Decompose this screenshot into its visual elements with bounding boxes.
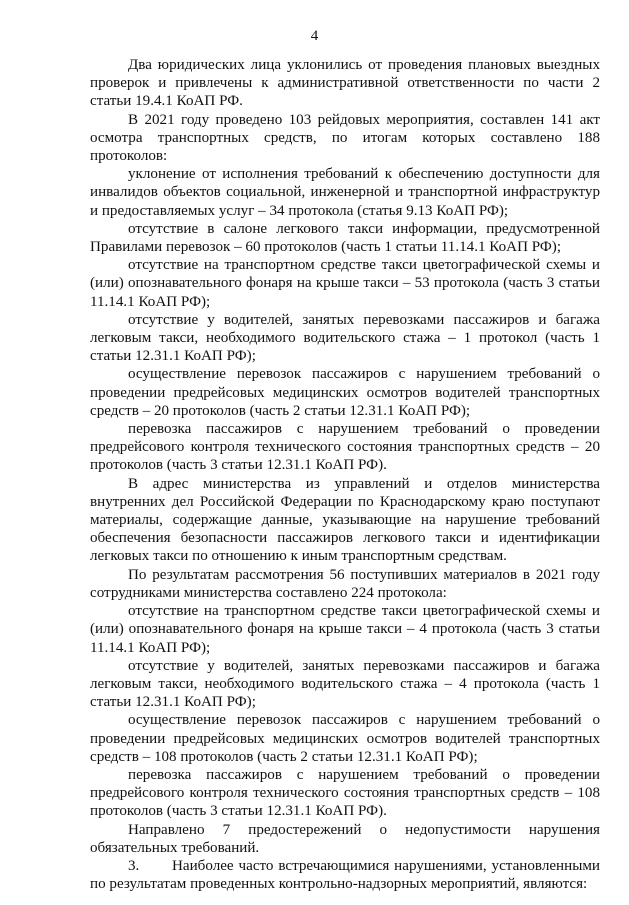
list-item: уклонение от исполнения требований к обеспечению доступности для инвалидов объектов социальной, инженерной и транспортной инфраструктур и предоставляемых услуг – 34 протокола (статья 9.13 КоАП РФ);	[90, 166, 600, 219]
numbered-paragraph	[90, 857, 600, 893]
page-number: 4	[310, 28, 319, 44]
paragraph: По результатам рассмотрения 56 поступивших материалов в 2021 году сотрудниками министерства составлено 224 протокола:	[90, 566, 600, 601]
list-item: осуществление перевозок пассажиров с нарушением требований о проведении предрейсовых медицинских осмотров водителей транспортных средств – 20 протоколов (часть 2 статьи 12.31.1 КоАП РФ);	[90, 366, 600, 419]
list-item: отсутствие на транспортном средстве такси цветографической схемы и (или) опознавательного фонаря на крыше такси – 53 протокола (часть 3 статьи 11.14.1 КоАП РФ);	[90, 257, 600, 310]
item-text: Наиболее часто встречающимися нарушениями, установленными по результатам проведенных контрольно-надзорных мероприятий, являются:	[90, 857, 600, 893]
list-item: отсутствие на транспортном средстве такси цветографической схемы и (или) опознавательного фонаря на крыше такси – 4 протокола (часть 3 статьи 11.14.1 КоАП РФ);	[90, 603, 600, 656]
paragraph: Два юридических лица уклонились от проведения плановых выездных проверок и привлечены к административной ответственности по части 2 статьи 19.4.1 КоАП РФ.	[90, 57, 600, 110]
list-item: отсутствие у водителей, занятых перевозками пассажиров и багажа легковым такси, необходимого водительского стажа – 1 протокол (часть 1 статьи 12.31.1 КоАП РФ);	[90, 311, 600, 365]
document-body	[90, 56, 600, 893]
list-item: перевозка пассажиров с нарушением требований о проведении предрейсового контроля технического состояния транспортных средств – 108 протоколов (часть 3 статьи 12.31.1 КоАП РФ).	[90, 766, 600, 820]
list-item: перевозка пассажиров с нарушением требований о проведении предрейсового контроля технического состояния транспортных средств – 20 протоколов (часть 3 статьи 12.31.1 КоАП РФ).	[90, 421, 600, 474]
paragraph: Направлено 7 предостережений о недопустимости нарушения обязательных требований.	[90, 821, 600, 856]
list-item: отсутствие у водителей, занятых перевозками пассажиров и багажа легковым такси, необходимого водительского стажа – 4 протокола (часть 1 статьи 12.31.1 КоАП РФ);	[90, 657, 600, 711]
paragraph: В 2021 году проведено 103 рейдовых мероприятия, составлен 141 акт осмотра транспортных средств, по итогам которых составлено 188 протоколов:	[90, 111, 600, 165]
list-item: отсутствие в салоне легкового такси информации, предусмотренной Правилами перевозок – 60 протоколов (часть 1 статьи 11.14.1 КоАП РФ);	[90, 220, 600, 256]
paragraph: В адрес министерства из управлений и отделов министерства внутренних дел Российской Федерации по Краснодарскому краю поступают материалы, содержащие данные, указывающие на нарушение требований обеспечения безопасности пассажиров легкового такси и идентификации легковых такси по отношению к иным транспортным средствам.	[90, 475, 600, 565]
list-item: осуществление перевозок пассажиров с нарушением требований о проведении предрейсовых медицинских осмотров водителей транспортных средств – 108 протоколов (часть 2 статьи 12.31.1 КоАП РФ);	[90, 712, 600, 765]
item-number: 3.	[128, 857, 140, 874]
